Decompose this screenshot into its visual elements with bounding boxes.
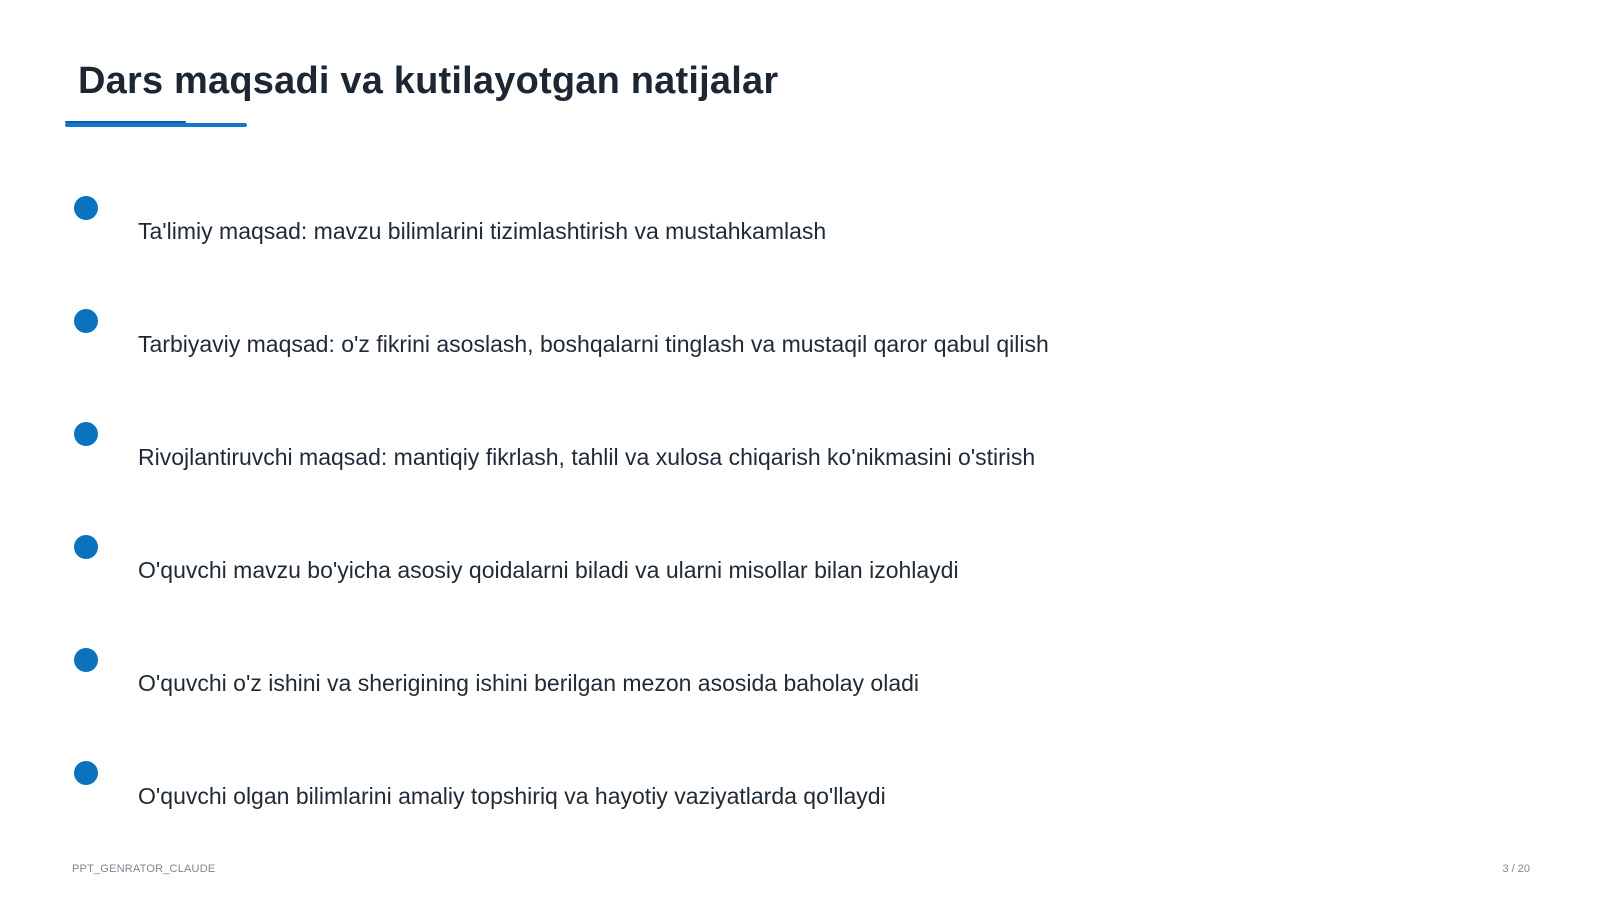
bullet-dot-icon: [74, 535, 98, 559]
page-indicator: 3 / 20: [1502, 863, 1530, 875]
bullet-item: [0, 309, 1600, 369]
bullet-item: [0, 648, 1600, 708]
bullet-text: Tarbiyaviy maqsad: o'z fikrini asoslash, boshqalarni tinglash va mustaqil qaror qabul qilish: [138, 331, 1049, 357]
bullet-item: [0, 535, 1600, 595]
bullet-dot-icon: [74, 422, 98, 446]
bullet-item: [0, 761, 1600, 821]
bullet-item: [0, 196, 1600, 256]
footer-source-label: PPT_GENRATOR_CLAUDE: [72, 863, 216, 875]
bullet-dot-icon: [74, 761, 98, 785]
bullet-dot-icon: [74, 196, 98, 220]
bullet-text: O'quvchi o'z ishini va sherigining ishini berilgan mezon asosida baholay oladi: [138, 670, 920, 696]
bullet-text: O'quvchi mavzu bo'yicha asosiy qoidalarni biladi va ularni misollar bilan izohlaydi: [138, 557, 959, 583]
slide-title: Dars maqsadi va kutilayotgan natijalar: [78, 60, 779, 102]
bullet-dot-icon: [74, 648, 98, 672]
bullet-item: [0, 422, 1600, 482]
bullet-text: O'quvchi olgan bilimlarini amaliy topshiriq va hayotiy vaziyatlarda qo'llaydi: [138, 783, 886, 809]
bullet-text: Rivojlantiruvchi maqsad: mantiqiy fikrlash, tahlil va xulosa chiqarish ko'nikmasini o'stirish: [138, 444, 1036, 470]
bullet-text: Ta'limiy maqsad: mavzu bilimlarini tizimlashtirish va mustahkamlash: [138, 218, 827, 244]
bullet-dot-icon: [74, 309, 98, 333]
